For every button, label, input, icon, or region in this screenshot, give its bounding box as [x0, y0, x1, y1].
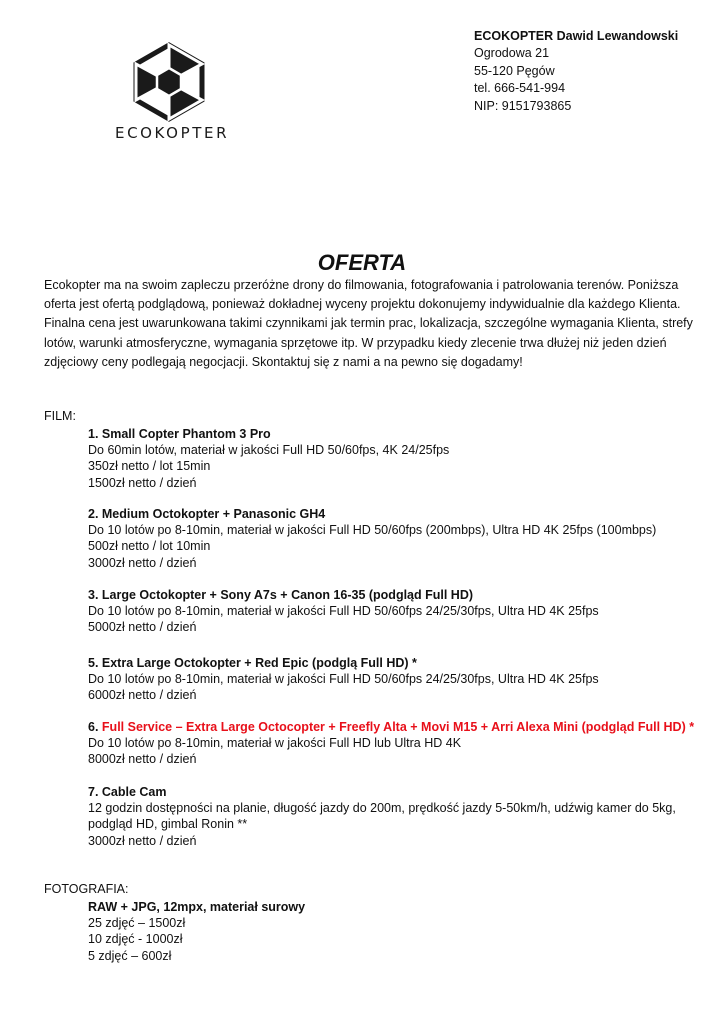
company-logo: [115, 42, 230, 152]
film-item-price: 3000zł netto / dzień: [88, 555, 197, 570]
foto-price: 5 zdjęć – 600zł: [88, 948, 172, 963]
film-item-desc: Do 60min lotów, materiał w jakości Full HD 50/60fps, 4K 24/25fps: [88, 443, 450, 458]
logo-wordmark: ECOKOPTER: [115, 124, 230, 142]
film-item-price: 350zł netto / lot 15min: [88, 459, 211, 474]
film-item-number: 6.: [88, 720, 99, 734]
film-item-3: [88, 587, 688, 636]
film-item-price: 500zł netto / lot 10min: [88, 539, 211, 554]
film-item-6: [88, 719, 695, 768]
film-item-desc: Do 10 lotów po 8-10min, materiał w jakości Full HD 50/60fps (200mbps), Ultra HD 4K 25fps (100mbps): [88, 523, 657, 538]
page-title: OFERTA: [317, 250, 407, 275]
film-section-label: FILM:: [44, 409, 76, 423]
film-item-title: 2. Medium Octokopter + Panasonic GH4: [88, 507, 326, 521]
film-item-price: 3000zł netto / dzień: [88, 833, 197, 848]
company-city: 55-120 Pęgów: [474, 63, 555, 78]
film-item-desc: Do 10 lotów po 8-10min, materiał w jakości Full HD 50/60fps 24/25/30fps, Ultra HD 4K 25fps: [88, 604, 599, 619]
film-item-5: [88, 655, 688, 704]
company-name: ECOKOPTER Dawid Lewandowski: [474, 29, 679, 43]
film-item-title: 5. Extra Large Octokopter + Red Epic (podglą Full HD) *: [88, 656, 417, 670]
company-phone: tel. 666-541-994: [474, 81, 566, 96]
film-item-2: [88, 506, 688, 571]
foto-price: 10 zdjęć - 1000zł: [88, 932, 183, 947]
foto-item-title: RAW + JPG, 12mpx, materiał surowy: [88, 900, 306, 914]
film-item-price: 8000zł netto / dzień: [88, 752, 197, 767]
company-nip: NIP: 9151793865: [474, 98, 572, 113]
foto-price: 25 zdjęć – 1500zł: [88, 916, 186, 931]
film-item-desc: 12 godzin dostępności na planie, długość jazdy do 200m, prędkość jazdy 5-50km/h, udźwig kamer do 5kg, podgląd HD, gimbal Ronin **: [88, 801, 676, 832]
company-street: Ogrodowa 21: [474, 46, 550, 61]
film-item-desc: Do 10 lotów po 8-10min, materiał w jakości Full HD lub Ultra HD 4K: [88, 736, 462, 751]
film-item-desc: Do 10 lotów po 8-10min, materiał w jakości Full HD 50/60fps 24/25/30fps, Ultra HD 4K 25fps: [88, 672, 599, 687]
film-item-price: 1500zł netto / dzień: [88, 475, 197, 490]
film-item-7: [88, 784, 688, 849]
film-item-price: 5000zł netto / dzień: [88, 620, 197, 635]
film-item-highlighted-title: Full Service – Extra Large Octocopter + Freefly Alta + Movi M15 + Arri Alexa Mini (podgląd Full HD) *: [101, 720, 695, 734]
company-info: [474, 28, 678, 115]
hexagon-rotor-logo-icon: [132, 42, 206, 122]
film-item-title: 1. Small Copter Phantom 3 Pro: [88, 427, 271, 441]
intro-paragraph: Ecokopter ma na swoim zapleczu przeróżne drony do filmowania, fotografowania i patrolowania terenów. Poniższa oferta jest ofertą podglądową, ponieważ dokładnej wyceny projektu dokonujemy indywidualnie dla każdego Klienta. Finalna cena jest uwarunkowana takimi czynnikami jak termin prac, lokalizacja, szczególne wymagania Klienta, strefy lotów, warunki atmosferyczne, wymagania sprzętowe itp. W przypadku kiedy zlecenie trwa dłużej niż jeden dzień zdjęciowy ceny podlegają negocjacji. Skontaktuj się z nami a na pewno się dogadamy!: [44, 278, 693, 369]
film-item-1: [88, 426, 688, 491]
foto-item: [88, 899, 688, 964]
film-item-price: 6000zł netto / dzień: [88, 688, 197, 703]
film-item-title: 7. Cable Cam: [88, 785, 167, 799]
film-item-title: 3. Large Octokopter + Sony A7s + Canon 16-35 (podgląd Full HD): [88, 588, 474, 602]
foto-section-label: FOTOGRAFIA:: [44, 882, 129, 896]
film-item-title-full-service: [88, 719, 695, 735]
